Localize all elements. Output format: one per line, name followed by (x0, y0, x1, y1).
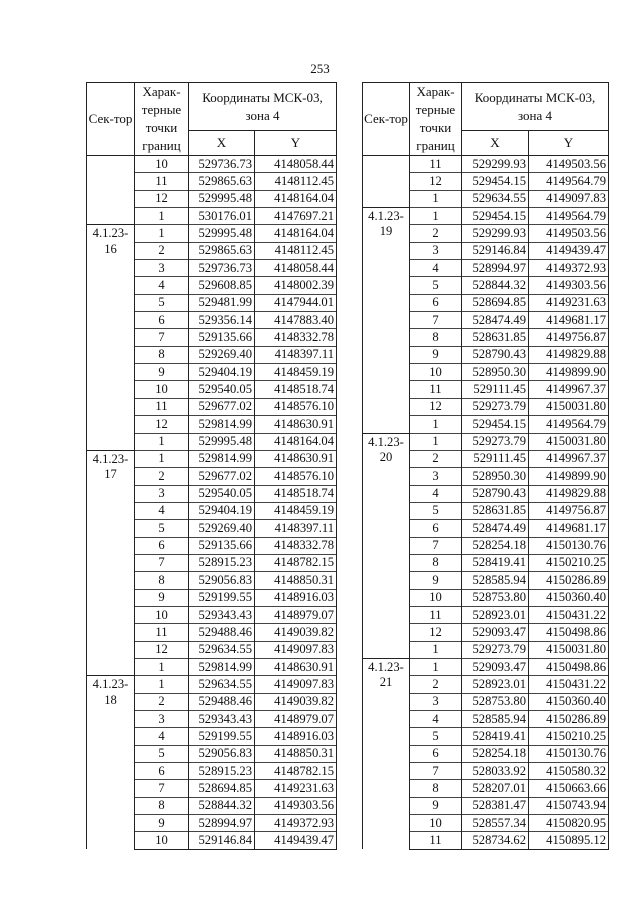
sector-cell: 4.1.23-20 (363, 433, 410, 658)
point-cell: 7 (410, 537, 462, 554)
point-cell: 12 (135, 190, 189, 207)
point-cell: 8 (135, 572, 189, 589)
y-cell: 4148576.10 (255, 398, 337, 415)
point-cell: 9 (410, 346, 462, 363)
x-cell: 528381.47 (462, 797, 529, 814)
x-cell: 529343.43 (189, 711, 255, 728)
point-cell: 9 (410, 797, 462, 814)
point-cell: 9 (410, 572, 462, 589)
y-cell: 4148459.19 (255, 502, 337, 519)
x-cell: 528694.85 (189, 780, 255, 797)
x-cell: 528753.80 (462, 693, 529, 710)
point-cell: 2 (410, 676, 462, 693)
y-cell: 4150663.66 (529, 780, 609, 797)
x-cell: 529273.79 (462, 641, 529, 658)
y-cell: 4148630.91 (255, 658, 337, 675)
point-cell: 5 (410, 502, 462, 519)
point-cell: 2 (135, 693, 189, 710)
point-cell: 3 (410, 693, 462, 710)
point-cell: 12 (410, 398, 462, 415)
x-cell: 528474.49 (462, 520, 529, 537)
header-sector: Сек-тор (87, 83, 135, 156)
header-sector: Сек-тор (363, 83, 410, 156)
x-cell: 528694.85 (462, 294, 529, 311)
x-cell: 530176.01 (189, 208, 255, 225)
point-cell: 1 (410, 433, 462, 450)
x-cell: 528994.97 (189, 815, 255, 832)
y-cell: 4149564.79 (529, 416, 609, 433)
x-cell: 528033.92 (462, 763, 529, 780)
header-coordinates: Координаты МСК-03, зона 4 (189, 83, 337, 131)
point-cell: 7 (410, 312, 462, 329)
x-cell: 528994.97 (462, 260, 529, 277)
x-cell: 529111.45 (462, 450, 529, 467)
y-cell: 4149564.79 (529, 208, 609, 225)
point-cell: 11 (135, 398, 189, 415)
x-cell: 529481.99 (189, 294, 255, 311)
point-cell: 4 (410, 711, 462, 728)
point-cell: 7 (410, 763, 462, 780)
point-cell: 7 (135, 329, 189, 346)
point-cell: 12 (410, 624, 462, 641)
header-points: Харак-терные точки границ (135, 83, 189, 156)
point-cell: 3 (135, 711, 189, 728)
x-cell: 529634.55 (189, 641, 255, 658)
point-cell: 5 (135, 520, 189, 537)
y-cell: 4149231.63 (255, 780, 337, 797)
point-cell: 10 (410, 589, 462, 606)
point-cell: 6 (135, 763, 189, 780)
x-cell: 529199.55 (189, 589, 255, 606)
y-cell: 4149967.37 (529, 450, 609, 467)
point-cell: 4 (135, 502, 189, 519)
x-cell: 528923.01 (462, 676, 529, 693)
y-cell: 4149372.93 (529, 260, 609, 277)
point-cell: 6 (135, 312, 189, 329)
y-cell: 4149231.63 (529, 294, 609, 311)
sector-cell: 4.1.23-21 (363, 658, 410, 849)
x-cell: 528474.49 (462, 312, 529, 329)
x-cell: 529995.48 (189, 190, 255, 207)
y-cell: 4148630.91 (255, 450, 337, 467)
header-x: X (462, 131, 529, 156)
header-points: Харак-терные точки границ (410, 83, 462, 156)
point-cell: 10 (410, 364, 462, 381)
point-cell: 3 (135, 485, 189, 502)
x-cell: 529814.99 (189, 450, 255, 467)
point-cell: 1 (410, 641, 462, 658)
point-cell: 10 (135, 832, 189, 849)
x-cell: 529404.19 (189, 364, 255, 381)
x-cell: 529865.63 (189, 173, 255, 190)
point-cell: 9 (135, 364, 189, 381)
x-cell: 528950.30 (462, 364, 529, 381)
point-cell: 2 (135, 468, 189, 485)
table-row (87, 225, 337, 242)
page-number: 253 (310, 61, 330, 76)
point-cell: 7 (135, 780, 189, 797)
y-cell: 4148916.03 (255, 728, 337, 745)
point-cell: 1 (410, 658, 462, 675)
x-cell: 529056.83 (189, 745, 255, 762)
x-cell: 529135.66 (189, 537, 255, 554)
point-cell: 8 (135, 346, 189, 363)
point-cell: 1 (135, 450, 189, 467)
header-y: Y (255, 131, 337, 156)
table-row (363, 208, 609, 225)
y-cell: 4150130.76 (529, 537, 609, 554)
x-cell: 528419.41 (462, 728, 529, 745)
point-cell: 7 (135, 554, 189, 571)
point-cell: 10 (410, 815, 462, 832)
y-cell: 4149967.37 (529, 381, 609, 398)
y-cell: 4149681.17 (529, 312, 609, 329)
x-cell: 529299.93 (462, 156, 529, 173)
x-cell: 529454.15 (462, 416, 529, 433)
x-cell: 529677.02 (189, 468, 255, 485)
point-cell: 6 (410, 520, 462, 537)
x-cell: 529634.55 (462, 190, 529, 207)
point-cell: 5 (410, 277, 462, 294)
y-cell: 4150498.86 (529, 624, 609, 641)
x-cell: 529356.14 (189, 312, 255, 329)
x-cell: 529056.83 (189, 572, 255, 589)
x-cell: 528790.43 (462, 485, 529, 502)
y-cell: 4149439.47 (255, 832, 337, 849)
x-cell: 528631.85 (462, 329, 529, 346)
x-cell: 529865.63 (189, 242, 255, 259)
point-cell: 11 (135, 173, 189, 190)
table-row (87, 156, 337, 173)
point-cell: 1 (135, 225, 189, 242)
point-cell: 2 (410, 225, 462, 242)
y-cell: 4150130.76 (529, 745, 609, 762)
y-cell: 4150210.25 (529, 554, 609, 571)
point-cell: 3 (135, 260, 189, 277)
y-cell: 4149899.90 (529, 468, 609, 485)
sector-cell: 4.1.23-19 (363, 208, 410, 433)
table-row (363, 658, 609, 675)
x-cell: 528753.80 (462, 589, 529, 606)
y-cell: 4150743.94 (529, 797, 609, 814)
y-cell: 4150210.25 (529, 728, 609, 745)
x-cell: 529273.79 (462, 433, 529, 450)
y-cell: 4149303.56 (255, 797, 337, 814)
point-cell: 3 (410, 242, 462, 259)
point-cell: 11 (410, 156, 462, 173)
y-cell: 4150498.86 (529, 658, 609, 675)
y-cell: 4150895.12 (529, 832, 609, 849)
sector-cell: 4.1.23-17 (87, 450, 135, 675)
y-cell: 4150286.89 (529, 572, 609, 589)
x-cell: 529814.99 (189, 658, 255, 675)
point-cell: 8 (135, 797, 189, 814)
y-cell: 4149439.47 (529, 242, 609, 259)
x-cell: 529814.99 (189, 416, 255, 433)
point-cell: 9 (135, 815, 189, 832)
x-cell: 529273.79 (462, 398, 529, 415)
x-cell: 529269.40 (189, 520, 255, 537)
y-cell: 4148397.11 (255, 520, 337, 537)
y-cell: 4148518.74 (255, 485, 337, 502)
sector-cell (363, 156, 410, 208)
y-cell: 4148332.78 (255, 537, 337, 554)
y-cell: 4147697.21 (255, 208, 337, 225)
point-cell: 8 (410, 554, 462, 571)
y-cell: 4149899.90 (529, 364, 609, 381)
point-cell: 2 (135, 242, 189, 259)
point-cell: 6 (410, 745, 462, 762)
point-cell: 10 (135, 606, 189, 623)
x-cell: 528923.01 (462, 606, 529, 623)
y-cell: 4148630.91 (255, 416, 337, 433)
y-cell: 4150431.22 (529, 676, 609, 693)
point-cell: 1 (410, 416, 462, 433)
point-cell: 12 (135, 641, 189, 658)
point-cell: 11 (410, 606, 462, 623)
point-cell: 5 (135, 294, 189, 311)
x-cell: 528631.85 (462, 502, 529, 519)
x-cell: 528557.34 (462, 815, 529, 832)
y-cell: 4149503.56 (529, 156, 609, 173)
y-cell: 4149829.88 (529, 485, 609, 502)
y-cell: 4147944.01 (255, 294, 337, 311)
y-cell: 4149097.83 (255, 676, 337, 693)
y-cell: 4150031.80 (529, 641, 609, 658)
point-cell: 10 (135, 156, 189, 173)
point-cell: 1 (135, 433, 189, 450)
x-cell: 528585.94 (462, 572, 529, 589)
point-cell: 4 (135, 728, 189, 745)
x-cell: 528254.18 (462, 537, 529, 554)
table-row (87, 450, 337, 467)
y-cell: 4149039.82 (255, 693, 337, 710)
point-cell: 6 (135, 537, 189, 554)
x-cell: 528915.23 (189, 763, 255, 780)
x-cell: 528915.23 (189, 554, 255, 571)
table-row (363, 433, 609, 450)
point-cell: 12 (410, 173, 462, 190)
point-cell: 1 (135, 658, 189, 675)
point-cell: 6 (410, 294, 462, 311)
y-cell: 4148518.74 (255, 381, 337, 398)
x-cell: 529995.48 (189, 433, 255, 450)
y-cell: 4150286.89 (529, 711, 609, 728)
point-cell: 1 (135, 208, 189, 225)
x-cell: 528254.18 (462, 745, 529, 762)
x-cell: 528419.41 (462, 554, 529, 571)
coordinates-table-right (362, 82, 609, 850)
x-cell: 529488.46 (189, 693, 255, 710)
point-cell: 11 (410, 381, 462, 398)
table-row (363, 156, 609, 173)
y-cell: 4148164.04 (255, 433, 337, 450)
x-cell: 528207.01 (462, 780, 529, 797)
point-cell: 12 (135, 416, 189, 433)
y-cell: 4149039.82 (255, 624, 337, 641)
y-cell: 4149756.87 (529, 329, 609, 346)
y-cell: 4149097.83 (529, 190, 609, 207)
y-cell: 4149681.17 (529, 520, 609, 537)
y-cell: 4148459.19 (255, 364, 337, 381)
y-cell: 4148850.31 (255, 572, 337, 589)
y-cell: 4148002.39 (255, 277, 337, 294)
point-cell: 8 (410, 780, 462, 797)
y-cell: 4150431.22 (529, 606, 609, 623)
point-cell: 1 (410, 208, 462, 225)
point-cell: 2 (410, 450, 462, 467)
x-cell: 529093.47 (462, 624, 529, 641)
y-cell: 4149097.83 (255, 641, 337, 658)
y-cell: 4148164.04 (255, 225, 337, 242)
y-cell: 4148332.78 (255, 329, 337, 346)
x-cell: 529269.40 (189, 346, 255, 363)
coordinates-table-left (86, 82, 337, 850)
x-cell: 529608.85 (189, 277, 255, 294)
sector-cell: 4.1.23-16 (87, 225, 135, 450)
y-cell: 4148058.44 (255, 156, 337, 173)
x-cell: 528585.94 (462, 711, 529, 728)
point-cell: 1 (135, 676, 189, 693)
y-cell: 4149503.56 (529, 225, 609, 242)
table-row (87, 676, 337, 693)
x-cell: 529736.73 (189, 260, 255, 277)
point-cell: 4 (410, 260, 462, 277)
y-cell: 4148058.44 (255, 260, 337, 277)
x-cell: 528790.43 (462, 346, 529, 363)
y-cell: 4149756.87 (529, 502, 609, 519)
x-cell: 529299.93 (462, 225, 529, 242)
x-cell: 529146.84 (462, 242, 529, 259)
point-cell: 11 (135, 624, 189, 641)
x-cell: 529677.02 (189, 398, 255, 415)
y-cell: 4148576.10 (255, 468, 337, 485)
y-cell: 4148782.15 (255, 763, 337, 780)
y-cell: 4150031.80 (529, 433, 609, 450)
x-cell: 529540.05 (189, 381, 255, 398)
y-cell: 4150360.40 (529, 589, 609, 606)
y-cell: 4149303.56 (529, 277, 609, 294)
x-cell: 529111.45 (462, 381, 529, 398)
x-cell: 529199.55 (189, 728, 255, 745)
point-cell: 3 (410, 468, 462, 485)
y-cell: 4150031.80 (529, 398, 609, 415)
point-cell: 4 (135, 277, 189, 294)
point-cell: 10 (135, 381, 189, 398)
x-cell: 529343.43 (189, 606, 255, 623)
y-cell: 4148397.11 (255, 346, 337, 363)
y-cell: 4148916.03 (255, 589, 337, 606)
y-cell: 4148112.45 (255, 173, 337, 190)
y-cell: 4148850.31 (255, 745, 337, 762)
x-cell: 529404.19 (189, 502, 255, 519)
point-cell: 8 (410, 329, 462, 346)
sector-cell: 4.1.23-18 (87, 676, 135, 849)
y-cell: 4148979.07 (255, 711, 337, 728)
header-x: X (189, 131, 255, 156)
y-cell: 4150820.95 (529, 815, 609, 832)
x-cell: 528950.30 (462, 468, 529, 485)
table-body-left (87, 156, 337, 850)
x-cell: 529995.48 (189, 225, 255, 242)
y-cell: 4148164.04 (255, 190, 337, 207)
x-cell: 529488.46 (189, 624, 255, 641)
x-cell: 529093.47 (462, 658, 529, 675)
y-cell: 4147883.40 (255, 312, 337, 329)
point-cell: 5 (410, 728, 462, 745)
y-cell: 4149829.88 (529, 346, 609, 363)
table-body-right (363, 156, 609, 850)
x-cell: 529540.05 (189, 485, 255, 502)
point-cell: 11 (410, 832, 462, 849)
y-cell: 4148979.07 (255, 606, 337, 623)
x-cell: 529135.66 (189, 329, 255, 346)
x-cell: 529736.73 (189, 156, 255, 173)
y-cell: 4148782.15 (255, 554, 337, 571)
x-cell: 529146.84 (189, 832, 255, 849)
y-cell: 4150360.40 (529, 693, 609, 710)
x-cell: 528844.32 (462, 277, 529, 294)
x-cell: 529454.15 (462, 173, 529, 190)
point-cell: 9 (135, 589, 189, 606)
header-y: Y (529, 131, 609, 156)
x-cell: 528734.62 (462, 832, 529, 849)
y-cell: 4149372.93 (255, 815, 337, 832)
x-cell: 529634.55 (189, 676, 255, 693)
x-cell: 529454.15 (462, 208, 529, 225)
x-cell: 528844.32 (189, 797, 255, 814)
point-cell: 5 (135, 745, 189, 762)
y-cell: 4149564.79 (529, 173, 609, 190)
sector-cell (87, 156, 135, 225)
y-cell: 4148112.45 (255, 242, 337, 259)
y-cell: 4150580.32 (529, 763, 609, 780)
point-cell: 1 (410, 190, 462, 207)
point-cell: 4 (410, 485, 462, 502)
header-coordinates: Координаты МСК-03, зона 4 (462, 83, 609, 131)
